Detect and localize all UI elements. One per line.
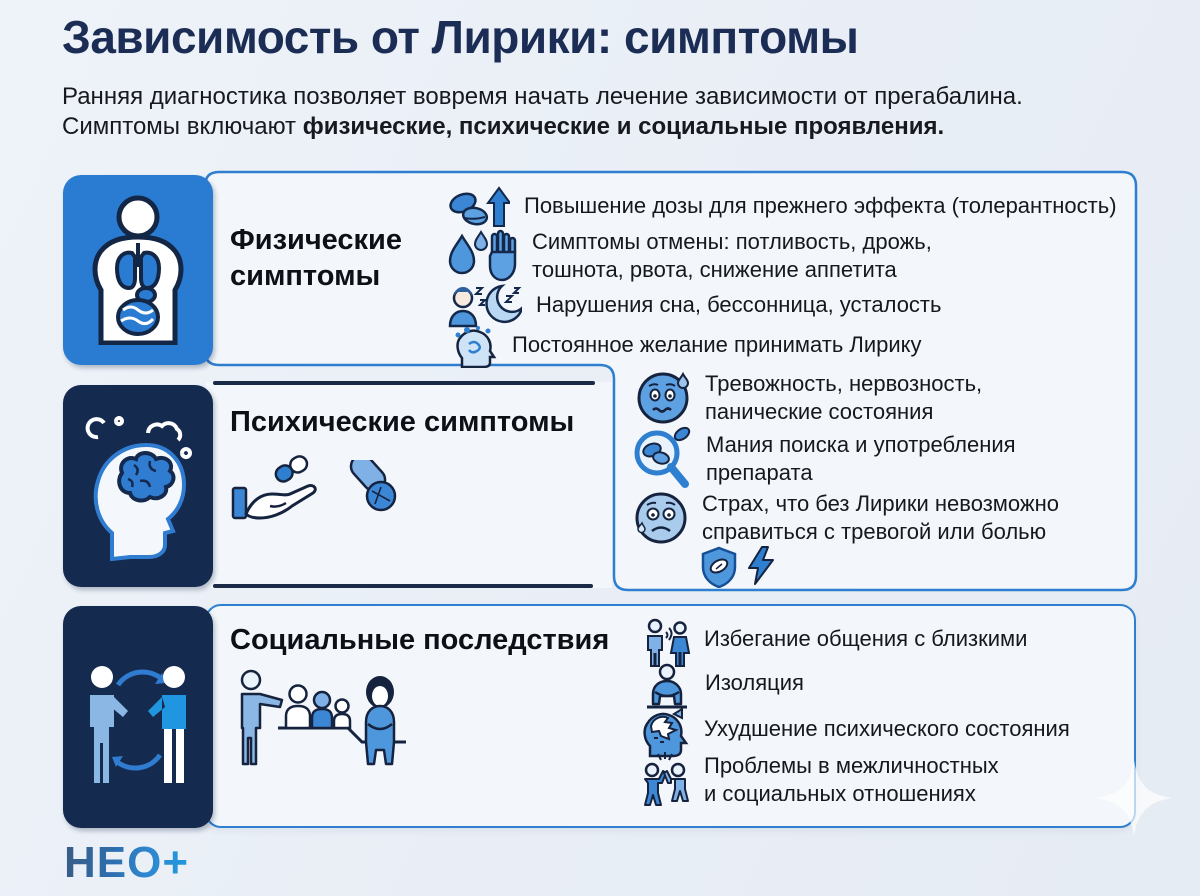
psychological-section-tile (63, 385, 213, 587)
two-people-exchange-icon (76, 637, 200, 797)
list-item: Проблемы в межличностных и социальных отношениях (640, 752, 999, 808)
neo-plus-logo: НЕО+ (64, 838, 190, 887)
social-section-tile (63, 606, 213, 828)
list-item: Повышение дозы для прежнего эффекта (толерантность) (448, 186, 1117, 228)
sleepy-person-moon-icon (446, 282, 522, 328)
magnifier-pills-icon (632, 426, 692, 490)
subtitle-line-2: Симптомы включают физические, психические и социальные проявления. (62, 113, 945, 140)
hand-holding-pill-icon (230, 452, 322, 530)
page-title: Зависимость от Лирики: симптомы (62, 11, 859, 63)
sweat-drops-hand-icon (448, 228, 518, 282)
list-item: Тревожность, нервозность, панические состояния (637, 370, 982, 426)
list-item: Ухудшение психического состояния (638, 706, 1070, 758)
list-item: Страх, что без Лирики невозможно справиться с тревогой или болью (634, 490, 1059, 546)
conflict-people-icon (640, 752, 690, 806)
human-body-organs-icon (83, 195, 193, 345)
accent-line-bottom (213, 584, 593, 588)
list-item: Мания поиска и употребления препарата (632, 426, 1016, 490)
social-heading: Социальные последствия (230, 624, 610, 656)
physical-heading: Физические симптомы (230, 224, 403, 292)
subtitle-line-1: Ранняя диагностика позволяет вовремя начать лечение зависимости от прегабалина. (62, 83, 1023, 110)
sparkle-icon (1096, 760, 1172, 836)
physical-section-tile (63, 175, 213, 365)
page-subtitle (62, 82, 1023, 142)
list-item: Нарушения сна, бессонница, усталость (446, 282, 941, 328)
list-item: Постоянное желание принимать Лирику (452, 326, 922, 368)
deteriorating-mind-icon (638, 706, 690, 758)
psychological-heading: Психические симптомы (230, 406, 575, 438)
list-item: Избегание общения с близкими (644, 618, 1027, 668)
accent-line-top (213, 381, 595, 385)
fearful-face-icon (634, 490, 688, 544)
head-thoughts-icon (452, 326, 498, 368)
avoidance-people-icon (644, 618, 690, 668)
lightning-icon (747, 546, 775, 586)
head-brain-icon (76, 411, 200, 561)
people-group-icon (230, 666, 408, 770)
shield-pill-icon (701, 546, 737, 588)
pills-icon (340, 460, 402, 514)
anxious-face-icon (637, 370, 691, 424)
pills-arrow-up-icon (448, 186, 510, 228)
isolated-person-icon (643, 662, 691, 710)
list-item: Симптомы отмены: потливость, дрожь, тошнота, рвота, снижение аппетита (448, 228, 932, 284)
protection-icons (701, 546, 775, 588)
list-item: Изоляция (643, 662, 804, 710)
